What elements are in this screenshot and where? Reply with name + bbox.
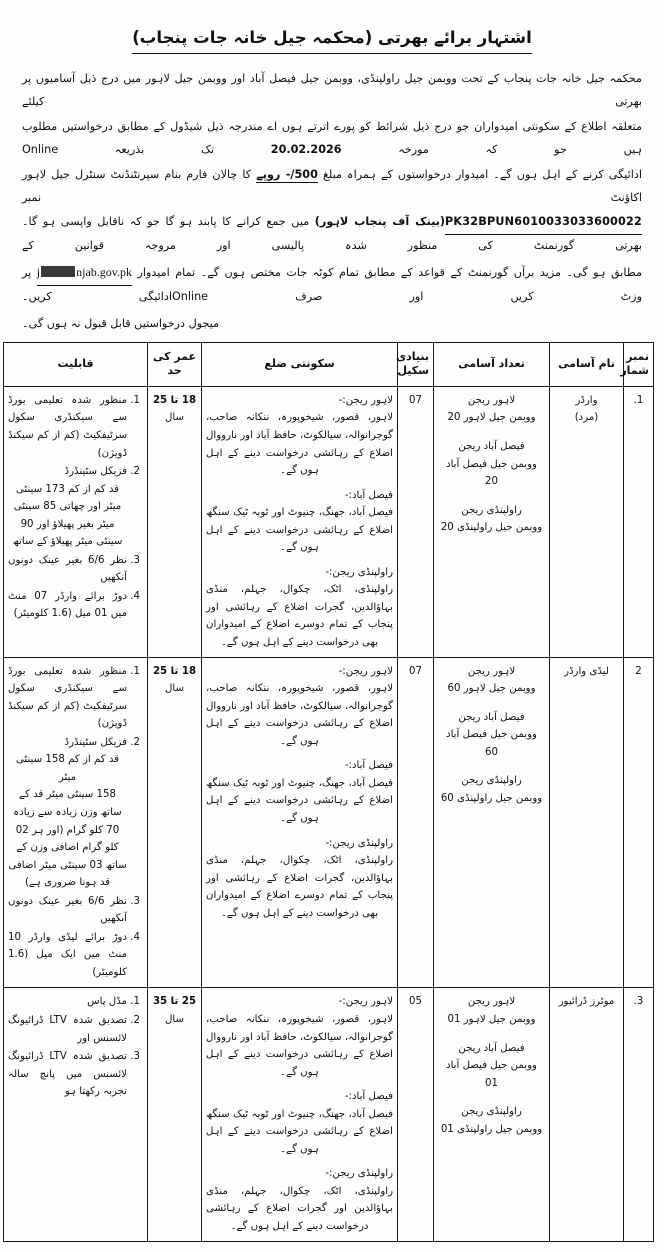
age-range: 25 تا 35 [152, 996, 197, 1008]
district-region-title: لاہور ریجن:- [338, 996, 393, 1008]
jobs-table-head [4, 342, 654, 386]
district-region-title: فیصل آباد:- [344, 489, 393, 501]
age-unit: سال [164, 412, 185, 424]
qualification-list [8, 663, 143, 982]
district-group [206, 835, 393, 923]
posting-detail: ووبمن جیل راولپنڈی 60 [440, 792, 543, 804]
district-region-title: راولپنڈی ریجن:- [325, 837, 393, 849]
qualification-text: نظر 6/6 بغیر عینک دونوں آنکھیں [8, 554, 127, 584]
district-group [206, 487, 393, 557]
posting-region: راولپنڈی ریجن [461, 775, 522, 787]
intro-line-2-text-a: متعلقہ اطلاع کے سکونتی امیدواران جو درج ذیل شرائط کو پورے اترتے ہوں اے مندرجہ ذیل شیڈول کے مطابق درخواستیں مطلوب ہیں جو کہ مورخہ [22, 119, 643, 156]
cell-age-limit [148, 657, 202, 988]
posting-region: فیصل آباد ریجن [458, 711, 525, 723]
posting-block [438, 502, 545, 537]
job-title: وارڈر [575, 394, 598, 406]
age-unit: سال [164, 1013, 185, 1025]
table-row [4, 657, 654, 988]
qualification-item [8, 663, 127, 733]
posting-detail: ووبمن جیل لاہور 01 [447, 1013, 536, 1025]
posting-region: راولپنڈی ریجن [461, 1106, 522, 1118]
job-title: لیڈی وارڈر [564, 665, 609, 677]
posting-detail: ووبمن جیل راولپنڈی 20 [440, 522, 543, 534]
posting-block [438, 993, 545, 1028]
posting-detail: ووبمن جیل لاہور 60 [447, 683, 536, 695]
page-title-text: اشتہار برائے بھرتی (محکمہ جیل خانہ جات پنجاب) [132, 26, 532, 54]
district-group [206, 564, 393, 652]
posting-block [438, 709, 545, 762]
website-url-prefix: j [36, 265, 41, 280]
cell-serial: 1. [624, 386, 654, 657]
intro-line-3-text-a: ادائیگی کرنے کے اہل ہوں گے۔ امیدوار درخواستوں کے ہمراہ مبلغ [322, 167, 642, 181]
intro-paragraph [0, 58, 664, 315]
intro-line-5-text-a: مطابق ہو گی۔ مزید برآں گورنمنٹ کے قواعد کے مطابق تمام کوٹہ جات مختص ہوں گے۔ تمام امیدوار [137, 266, 642, 280]
posting-detail: ووبمن جیل فیصل آباد 60 [446, 729, 537, 758]
posting-detail: ووبمن جیل لاہور 20 [447, 412, 536, 424]
physical-standard-height: قد کم از کم 173 سینٹی میٹر اور چھاتی 85 سینٹی میٹر بغیر پھیلاؤ اور 90 سینٹی میٹر پھیلاؤ کے ساتھ [12, 483, 123, 548]
posting-region: لاہور ریجن [467, 996, 516, 1008]
redaction-block [41, 266, 75, 277]
qualification-text: تصدیق شدہ LTV ڈرائیونگ لائسنس اور [8, 1014, 127, 1044]
cell-districts [202, 386, 398, 657]
district-region-title: راولپنڈی ریجن:- [325, 566, 393, 578]
posting-detail: ووبمن جیل فیصل آباد 20 [446, 458, 537, 488]
district-group [206, 392, 393, 480]
jobs-table [3, 342, 654, 1242]
header-count: تعداد آسامی [434, 342, 550, 386]
posting-region: فیصل آباد ریجن [458, 441, 525, 453]
cell-age-limit [148, 386, 202, 657]
district-list: لاہور، قصور، شیخوپورہ، ننکانہ صاحب، گوجرانوالہ، سیالکوٹ، حافظ آباد اور نارووال اضلاع کے رہائشی درخواست دینے کے اہل ہوں گے۔ [206, 412, 393, 477]
cell-vacancy-count [434, 657, 550, 988]
header-qualification: قابلیت [4, 342, 148, 386]
website-url-suffix: njab.gov.pk [76, 265, 133, 280]
header-job-name: نام آسامی [550, 342, 624, 386]
qualification-item [8, 1012, 127, 1047]
cell-districts [202, 988, 398, 1241]
page-title [0, 0, 664, 58]
header-serial [620, 342, 654, 386]
district-list: فیصل آباد، جھنگ، چنیوٹ اور ٹوبہ ٹیک سنگھ اضلاع کے رہائشی درخواست دینے کے اہل ہوں گے۔ [206, 777, 393, 824]
header-scale-line1: بنیادی [396, 349, 429, 363]
cell-age-limit [148, 988, 202, 1241]
cell-job-name [550, 988, 624, 1241]
qualification-list [8, 392, 143, 623]
website-url[interactable] [37, 260, 132, 286]
posting-block [438, 438, 545, 491]
district-list: راولپنڈی، اٹک، چکوال، جہلم، منڈی بہاؤالدین، گجرات اضلاع کے رہائشی اور پنجاب کے تمام دوسرے اضلاع کے امیدواران بھی درخواست دینے کے اہل ہوں گے۔ [206, 855, 393, 919]
cell-vacancy-count [434, 988, 550, 1241]
cell-basic-scale: 07 [398, 386, 434, 657]
posting-block [438, 663, 545, 698]
intro-line-1-text: محکمہ جیل خانہ جات پنجاب کے تحت ووبمن جیل راولپنڈی، ووبمن جیل فیصل آباد اور ووبمن جیل لاہور میں درج ذیل آسامیوں پر بھرتی کیلئے [22, 71, 642, 108]
online-keyword-1: Online [22, 142, 59, 156]
intro-line-2 [22, 116, 642, 162]
physical-standard-height: قد کم از کم 158 سینٹی میٹر [15, 754, 120, 783]
cell-qualification [4, 657, 148, 988]
qualification-item [8, 1048, 127, 1101]
qualification-item [8, 552, 127, 587]
header-age: عمر کی حد [148, 342, 202, 386]
district-region-title: لاہور ریجن:- [338, 394, 393, 406]
header-district: سکونتی ضلع [202, 342, 398, 386]
district-region-title: لاہور ریجن:- [338, 665, 393, 677]
cell-serial: 3. [624, 988, 654, 1241]
age-range: 18 تا 25 [152, 665, 197, 677]
job-title-gender: (مرد) [574, 412, 599, 424]
cell-job-name [550, 386, 624, 657]
cell-basic-scale: 07 [398, 657, 434, 988]
cell-vacancy-count [434, 386, 550, 657]
online-keyword-2: Online [171, 289, 209, 303]
district-group [206, 757, 393, 827]
posting-block [438, 1040, 545, 1093]
qualification-item [8, 734, 127, 892]
intro-line-3 [22, 164, 642, 210]
district-region-title: فیصل آباد:- [344, 760, 393, 772]
qualification-item [8, 392, 127, 462]
district-list: لاہور، قصور، شیخوپورہ، ننکانہ صاحب، گوجرانوالہ، سیالکوٹ، حافظ آباد اور نارووال اضلاع کے رہائشی درخواست دینے کے اہل ہوں گے۔ [206, 1013, 393, 1078]
bank-name: (بینک آف پنجاب لاہور) [314, 215, 446, 229]
table-row [4, 988, 654, 1241]
district-list: فیصل آباد، جھنگ، چنیوٹ اور ٹوبہ ٹیک سنگھ اضلاع کے رہائشی درخواست دینے کے اہل ہوں گے۔ [206, 1108, 393, 1155]
header-scale-line2: سکیل [397, 364, 429, 378]
qualification-text: فزیکل سٹینڈرڈ [64, 466, 127, 478]
cell-serial: 2 [624, 657, 654, 988]
application-fee: 500/- روپے [256, 167, 318, 181]
district-group [206, 1088, 393, 1158]
qualification-item [8, 993, 127, 1011]
posting-region: راولپنڈی ریجن [461, 504, 522, 516]
qualification-text: دوڑ برائے لیڈی وارڈر 10 منٹ میں ایک میل (1.6 کلومیٹر) [8, 931, 127, 978]
posting-region: فیصل آباد ریجن [458, 1042, 525, 1054]
qualification-item [8, 588, 127, 623]
cell-qualification [4, 988, 148, 1241]
age-unit: سال [164, 683, 185, 695]
qualification-text: نظر 6/6 بغیر عینک دونوں آنکھیں [8, 895, 127, 925]
jobs-table-body [4, 386, 654, 1241]
job-title: موٹرز ڈرائیور [558, 996, 615, 1008]
district-region-title: فیصل آباد:- [344, 1091, 393, 1103]
header-serial-line2: شمار [620, 364, 649, 378]
qualification-text: فزیکل سٹینڈرڈ [64, 736, 127, 748]
district-region-title: راولپنڈی ریجن:- [325, 1168, 393, 1180]
intro-line-4 [22, 211, 642, 258]
district-list: راولپنڈی، اٹک، چکوال، جہلم، منڈی بہاؤالدین، گجرات اضلاع کے رہائشی اور پنجاب کے تمام دوسرے اضلاع کے امیدواران بھی درخواست دینے کے اہل ہوں گے۔ [206, 584, 393, 649]
intro-line-5 [22, 260, 642, 309]
qualification-item [8, 893, 127, 928]
posting-detail: ووبمن جیل فیصل آباد 01 [446, 1060, 537, 1089]
header-serial-line1: نمبر [626, 349, 649, 363]
intro-line-1 [22, 68, 642, 114]
district-list: فیصل آباد، جھنگ، چنیوٹ اور ٹوبہ ٹیک سنگھ اضلاع کے رہائشی درخواست دینے کے اہل ہوں گے۔ [206, 507, 393, 554]
qualification-text: منظور شدہ تعلیمی بورڈ سے سیکنڈری سکول سرٹیفکیٹ (کم از کم سیکنڈ ڈویژن) [8, 665, 127, 730]
bank-account-iban: PK32BPUN6010033033600022 [445, 211, 642, 235]
deadline-date: 20.02.2026 [270, 142, 342, 156]
posting-region: لاہور ریجن [467, 665, 516, 677]
qualification-item [8, 463, 127, 551]
posting-block [438, 1103, 545, 1138]
intro-line-5-text-c: ادائیگی کریں۔ [22, 289, 172, 303]
physical-standard-weight: 158 سینٹی میٹر قد کے ساتھ وزن زیادہ سے زیادہ 70 کلو گرام (اور ہر 02 کلو گرام اضافی وزن کے ساتھ 03 سینٹی میٹر اضافی قد ہونا ضروری ہے) [8, 789, 127, 889]
intro-line-3-text-b: کا چالان فارم بنام سپرنٹنڈنٹ سنٹرل جیل لاہور اکاؤنٹ نمبر [22, 167, 642, 204]
district-group [206, 993, 393, 1081]
age-range: 18 تا 25 [152, 394, 197, 406]
table-header-row [4, 342, 654, 386]
intro-line-2-text-b: تک بذریعہ [114, 142, 215, 156]
qualification-text: مڈل پاس [87, 996, 127, 1008]
district-group [206, 663, 393, 751]
jobs-table-wrapper [0, 342, 664, 1252]
cell-basic-scale: 05 [398, 988, 434, 1241]
qualification-list [8, 993, 143, 1100]
district-list: لاہور، قصور، شیخوپورہ، ننکانہ صاحب، گوجرانوالہ، سیالکوٹ، حافظ آباد اور نارووال اضلاع کے رہائشی درخواست دینے کے اہل ہوں گے۔ [206, 683, 393, 747]
intro-line-5-text-b: پر وزٹ کریں اور صرف [22, 266, 642, 303]
qualification-text: تصدیق شدہ LTV ڈرائیونگ لائسنس میں پانچ سالہ تجربہ رکھتا ہو [8, 1051, 127, 1098]
cell-districts [202, 657, 398, 988]
posting-detail: ووبمن جیل راولپنڈی 01 [440, 1123, 543, 1135]
table-row [4, 386, 654, 657]
manual-applications-note-text: میجول درخواستیں قابل قبول نہ ہوں گی۔ [22, 316, 220, 330]
qualification-text: منظور شدہ تعلیمی بورڈ سے سیکنڈری سکول سرٹیفکیٹ (کم از کم سیکنڈ ڈویژن) [8, 394, 127, 459]
posting-block [438, 772, 545, 807]
district-group [206, 1165, 393, 1235]
posting-block [438, 392, 545, 427]
header-basic-scale [398, 342, 434, 386]
posting-region: لاہور ریجن [467, 394, 516, 406]
qualification-text: دوڑ برائے وارڈر 07 منٹ میں 01 میل (1.6 کلومیٹر) [8, 590, 127, 620]
cell-job-name [550, 657, 624, 988]
cell-qualification [4, 386, 148, 657]
qualification-item [8, 929, 127, 982]
district-list: راولپنڈی، اٹک، چکوال، جہلم، منڈی بہاؤالدین اور گجرات اضلاع کے رہائشی درخواست دینے کے اہل ہوں گے۔ [206, 1185, 393, 1232]
manual-applications-note [0, 315, 664, 342]
intro-line-4-text: میں جمع کرانے کا پابند ہو گا جو کہ ناقابل واپسی ہو گا۔ بھرتی گورنمنٹ کی منظور شدہ پالیسی اور مروجہ قوانین کے [22, 215, 642, 253]
